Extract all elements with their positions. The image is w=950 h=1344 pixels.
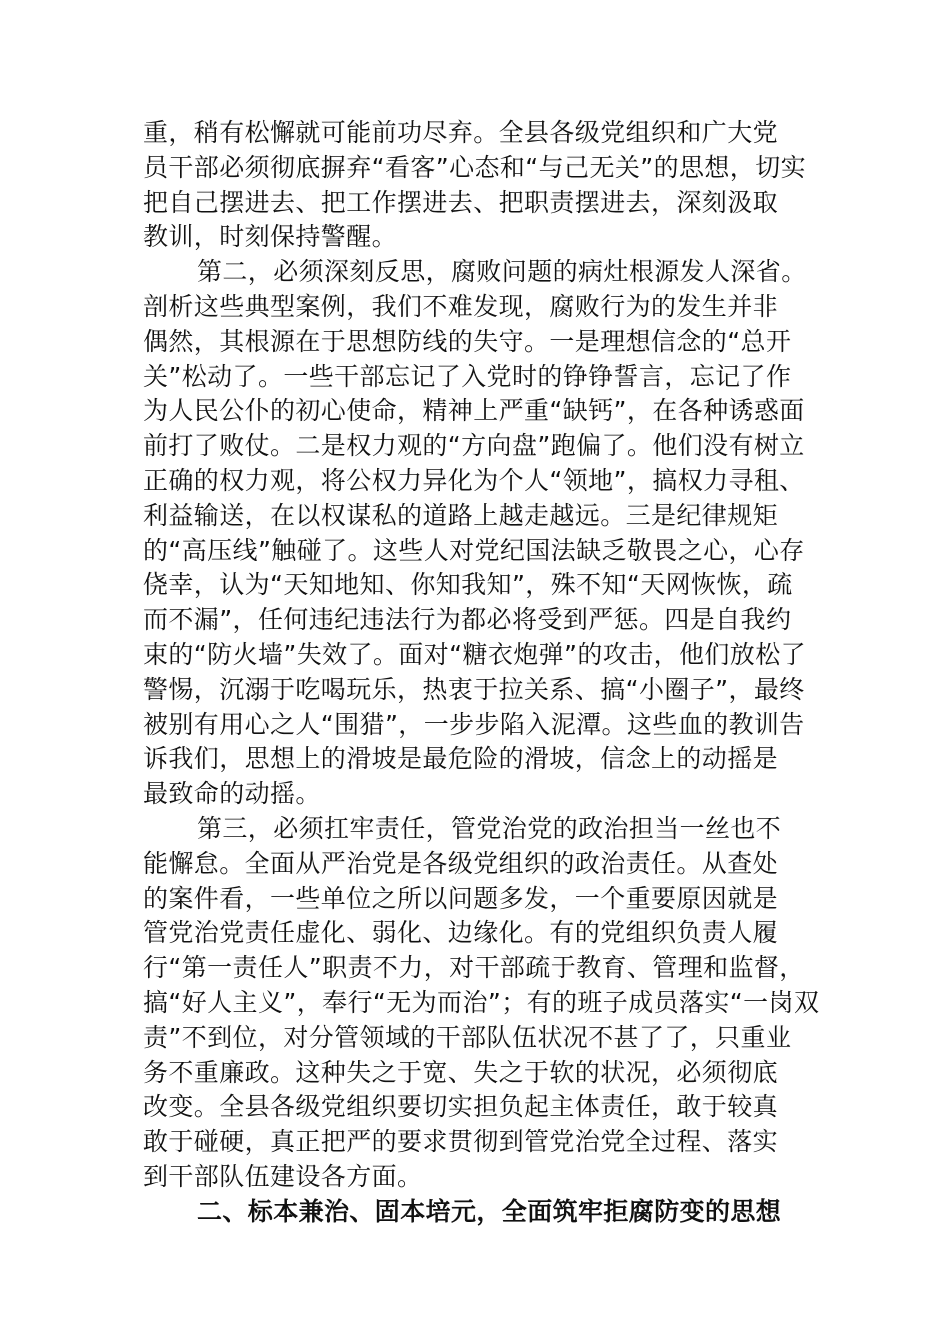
- text-line: 员干部必须彻底摒弃“看客”心态和“与己无关”的思想，切实: [143, 152, 807, 182]
- text-line: 偶然，其根源在于思想防线的失守。一是理想信念的“总开: [143, 326, 792, 356]
- document-body: [143, 116, 820, 1230]
- text-line: 改变。全县各级党组织要切实担负起主体责任，敢于较真: [143, 1092, 779, 1122]
- text-line: 敢于碰硬，真正把严的要求贯彻到管党治党全过程、落实: [143, 1127, 779, 1157]
- text-line: 为人民公仆的初心使命，精神上严重“缺钙”，在各种诱惑面: [143, 396, 805, 426]
- text-line: 警惕，沉溺于吃喝玩乐，热衷于拉关系、搞“小圈子”，最终: [143, 674, 805, 704]
- text-line: 务不重廉政。这种失之于宽、失之于软的状况，必须彻底: [143, 1057, 779, 1087]
- paragraph-start-line: 第二，必须深刻反思，腐败问题的病灶根源发人深省。: [197, 257, 807, 287]
- text-line: 束的“防火墙”失效了。面对“糖衣炮弹”的攻击，他们放松了: [143, 639, 807, 669]
- text-line: 剖析这些典型案例，我们不难发现，腐败行为的发生并非: [143, 291, 779, 321]
- text-line: 而不漏”，任何违纪违法行为都必将受到严惩。四是自我约: [143, 605, 792, 635]
- text-line: 管党治党责任虚化、弱化、边缘化。有的党组织负责人履: [143, 918, 779, 948]
- text-line: 的“高压线”触碰了。这些人对党纪国法缺乏敬畏之心，心存: [143, 535, 805, 565]
- text-line: 责”不到位，对分管领域的干部队伍状况不甚了了，只重业: [143, 1022, 792, 1052]
- text-line: 正确的权力观，将公权力异化为个人“领地”，搞权力寻租、: [143, 465, 805, 495]
- text-line: 把自己摆进去、把工作摆进去、把职责摆进去，深刻汲取: [143, 187, 779, 217]
- text-line: 诉我们，思想上的滑坡是最危险的滑坡，信念上的动摇是: [143, 744, 779, 774]
- text-line: 前打了败仗。二是权力观的“方向盘”跑偏了。他们没有树立: [143, 431, 805, 461]
- text-line: 关”松动了。一些干部忘记了入党时的铮铮誓言，忘记了作: [143, 361, 792, 391]
- text-line: 侥幸，认为“天知地知、你知我知”，殊不知“天网恢恢，疏: [143, 570, 793, 600]
- text-line: 能懈怠。全面从严治党是各级党组织的政治责任。从查处: [143, 848, 779, 878]
- text-line: 重，稍有松懈就可能前功尽弃。全县各级党组织和广大党: [143, 118, 779, 147]
- paragraph-start-line: 第三，必须扛牢责任，管党治党的政治担当一丝也不: [197, 813, 782, 843]
- text-line: 搞“好人主义”，奉行“无为而治”；有的班子成员落实“一岗双: [143, 987, 820, 1017]
- section-heading-line: 二、标本兼治、固本培元，全面筑牢拒腐防变的思想: [197, 1196, 782, 1226]
- text-line: 教训，时刻保持警醒。: [143, 222, 398, 252]
- text-line: 行“第一责任人”职责不力，对干部疏于教育、管理和监督，: [143, 953, 805, 983]
- text-line: 的案件看，一些单位之所以问题多发，一个重要原因就是: [143, 883, 779, 913]
- text-line: 到干部队伍建设各方面。: [143, 1161, 423, 1191]
- text-line: 被别有用心之人“围猎”，一步步陷入泥潭。这些血的教训告: [143, 709, 805, 739]
- text-line: 利益输送，在以权谋私的道路上越走越远。三是纪律规矩: [143, 500, 779, 530]
- text-line: 最致命的动摇。: [143, 779, 321, 809]
